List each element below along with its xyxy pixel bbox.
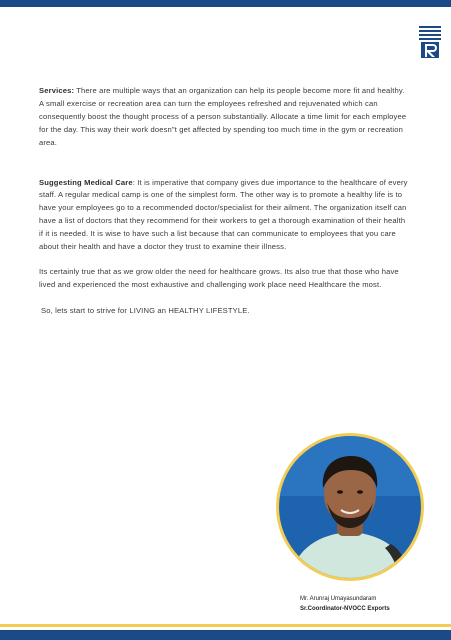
- aging-paragraph: Its certainly true that as we grow older the need for healthcare grows. Its also true that those who have lived and experienced the most exhaustive and challenging work place need Healthcare the most.: [39, 266, 399, 289]
- bottom-accent-line: [0, 624, 451, 627]
- services-label: Services:: [39, 86, 75, 95]
- author-photo: [279, 436, 421, 578]
- bottom-brand-bar: [0, 630, 451, 640]
- top-brand-bar: [0, 0, 451, 7]
- author-signature: [300, 594, 390, 614]
- author-portrait-illustration: [279, 436, 421, 578]
- services-text: There are multiple ways that an organization can help its people become more fit and healthy. A small exercise or recreation area can turn the employees refreshed and rejuvenated which can consequently boost the thought process of a person substantially. Allocate a time limit for each employee for the day. This way their work doesn"t get affected by spending too much time in the gym or recreation area.: [39, 86, 407, 147]
- medical-care-label: Suggesting Medical Care: [39, 177, 133, 187]
- author-title: Sr.Coordinator-NVOCC Exports: [300, 606, 390, 612]
- author-photo-frame: [276, 433, 424, 581]
- author-name: Mr. Arunraj Umayasundaram: [300, 596, 377, 602]
- company-logo-icon: [419, 26, 441, 58]
- article-body: [39, 85, 411, 318]
- medical-care-paragraph: [39, 177, 411, 254]
- services-paragraph: [39, 85, 411, 150]
- closing-line: So, lets start to strive for LIVING an HEALTHY LIFESTYLE.: [41, 305, 250, 315]
- medical-care-text: : It is imperative that company gives due importance to the healthcare of every staff. A regular medical camp is one of the simplest form. The other way is to promote a healthy life is to have your employees go to a recommended doctor/specialist for their ailment. The organization itself can have a list of doctors that they recommend for their workers to get a thorough examination of their health if it is needed. It is wise to have such a list because that can communicate to employees that you care about their health and have a doctor they trust to examine their illness.: [39, 177, 408, 252]
